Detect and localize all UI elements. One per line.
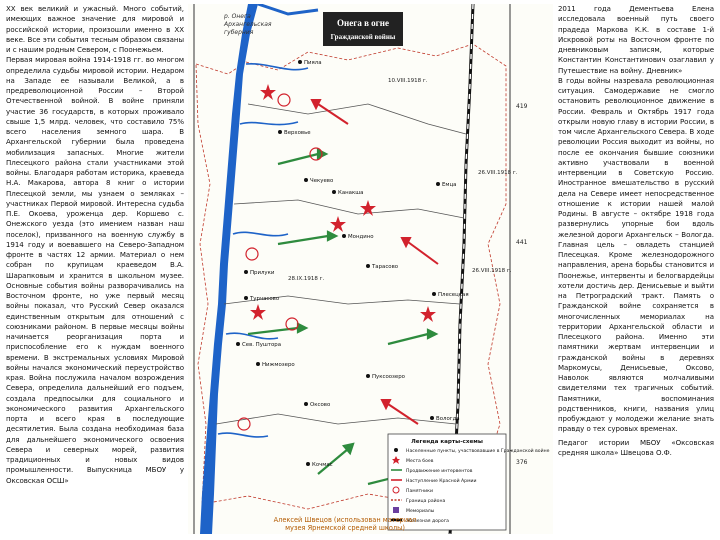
distance-label: 376 bbox=[516, 459, 528, 466]
distance-label: 441 bbox=[516, 239, 528, 246]
village-dot bbox=[244, 296, 248, 300]
distance-label: 419 bbox=[516, 103, 528, 110]
legend-item-label: Памятники bbox=[406, 489, 433, 494]
legend-item-label: Населенные пункты, участвовавшие в Гражданской войне bbox=[406, 449, 550, 454]
village-label: Оксово bbox=[310, 402, 331, 408]
legend-item-label: Мемориалы bbox=[406, 509, 435, 514]
right-text-column bbox=[558, 4, 714, 458]
village-label: Мондино bbox=[348, 234, 374, 240]
village-label: Прилуки bbox=[250, 270, 275, 276]
village-dot bbox=[244, 270, 248, 274]
revolution-paragraph: В годы войны назревала революционная ситуация. Самодержавие не смогло остановить революционное движение в России. Февраль и Октябрь 1917 года открыли новую главу в истории России, в том числе Архангельского Севера. В ходе революции Россия выходит из войны, но после ее окончания бывшие союзники активно участвовали в военной интервенции в Советскую Россию. Иностранное вмешательство в русский дела на Севере имеет непосредственное отношение к истории нашей малой Родины. В августе – октябре 1918 года развернулись упорные бои вдоль железной дороги Архангельск – Вологда. Главная цель – овладеть станцией Плесецкая. Кроме железнодорожного направления, арена борьбы становится и Поонежье, интервенты и белогвардейцы хотели достичь дер. Денисьевые и выйти на Петроградский тракт. Память о Гражданской войне сохраняется в многочисленных мемориалах на территории Архангельской области и Плесецкого района. Именно эти памятники жертвам интервенции и гражданской войны в деревнях Маркомусы, Денисьевые, Оксово, Наволок являются молчаливыми свидетелями тех трагичных событий. Памятники, воспоминания родственников, книги, названия улиц пробуждают у молодежи желание знать правду о тех суровых временах. bbox=[558, 75, 714, 434]
map-title-line-2: Гражданской войны bbox=[330, 33, 396, 41]
top-label-line-3: губерния bbox=[224, 29, 254, 36]
map-svg bbox=[188, 4, 553, 534]
date-label: 28.IX.1918 г. bbox=[288, 276, 325, 282]
village-dot bbox=[342, 234, 346, 238]
caption-line-1: Алексей Швецов (использован материал bbox=[273, 516, 417, 524]
village-label: Чекуево bbox=[310, 178, 334, 184]
village-dot bbox=[306, 462, 310, 466]
village-dot bbox=[236, 342, 240, 346]
date-label: 10.VIII.1918 г. bbox=[388, 78, 428, 84]
village-label: Емца bbox=[442, 182, 457, 188]
legend-symbol bbox=[393, 507, 399, 513]
village-dot bbox=[432, 292, 436, 296]
village-dot bbox=[366, 374, 370, 378]
intro-paragraph: XX век великий и ужасный. Много событий, имеющих важное значение для мировой и российской истории, произошли именно в XX веке. Все эти события тесным образом связаны и с нашим родным Севером, с Поонежьем. bbox=[6, 4, 184, 54]
village-label: Турчасово bbox=[250, 296, 280, 302]
village-dot bbox=[436, 182, 440, 186]
caption-line-2: музея Ярнемской средней школы) bbox=[285, 524, 405, 533]
legend-item-label: Места боев bbox=[406, 459, 434, 464]
village-dot bbox=[304, 402, 308, 406]
village-dot bbox=[298, 60, 302, 64]
village-label: Сев. Пуштора bbox=[242, 342, 282, 348]
research-paragraph: 2011 года Дементьева Елена исследовала военный путь своего прадеда Маркова К.К. в составе 1-й Искровой роты на Восточном фронте по дневниковым записям, которые Константин Константинович озаглавил у Путешествие на войну. Дневник» bbox=[558, 4, 714, 75]
village-dot bbox=[304, 178, 308, 182]
top-label-line-1: р. Онега bbox=[224, 13, 251, 20]
village-label: Нижмозеро bbox=[262, 362, 295, 368]
wwi-paragraph: Первая мировая война 1914-1918 гг. во многом определила судьбы мировой истории. Недаром на Западе ее называли Великой, а в предреволюционной России – Второй Отечественной войной. В войне приняли участие 36 государств, в которых проживало свыше 1,5 млрд. человек, что составило 75% всего населения земного шара. В Архангельской губернии была проведена мобилизация запасных. Многие жители Плесецкого района стали участниками этой войны. Благодаря работам историка, краеведа Н.А. Макарова, автора 8 книг о истории Плесецкой земли, мы узнаем о земляках – участниках Первой мировой. Интересна судьба П.Е. Окоева, уроженца дер. Коршево с. Онежского уезда (это имением назван наш поселок), призванного на военную службу в 1914 году и воевавшего на Северо-Западном фронте в частях 12 армии. Материал о нем собран по крупицам краеведом В.А. Шарапковым и хранится в школьном музее. Основные события войны разворачивались на Восточном фронте, но уже первый месяц войны показал, что Русский Север оказался единственным открытым для отношений с союзниками районом. В первые месяцы войны начинается реорганизация порта и приспособление его к нуждам военного времени. В экстремальных условиях Мировой войны начался экономический переустройство края. Война послужила началом возрождения Севера, определила дальнейший его подъем, создала предпосылки для социального и экономического развития Архангельского порта и всего края в последующие десятилетия. Была создана необходимая база для дальнейшего экономического освоения Севера и северных морей, развития традиционных и новых видов промышленности. Выпускница МБОУ у Оксовская ОСШ» bbox=[6, 55, 184, 485]
village-label: Тарасово bbox=[372, 264, 399, 270]
village-dot bbox=[366, 264, 370, 268]
civil-war-map bbox=[188, 4, 553, 534]
village-label: Вологда bbox=[436, 416, 460, 422]
legend-item-label: Граница района bbox=[406, 499, 446, 504]
teacher-signature: Педагог истории МБОУ «Оксовская средняя школа» Швецова О.Ф. bbox=[558, 437, 714, 457]
map-title-line-1: Онега в огне bbox=[337, 18, 389, 28]
village-label: Канакша bbox=[338, 190, 364, 196]
legend-item-label: Продвижение интервентов bbox=[406, 469, 473, 474]
legend-item-label: Железная дорога bbox=[406, 519, 449, 524]
village-label: Плесецкая bbox=[438, 292, 469, 298]
date-label: 26.VIII.1918 г. bbox=[478, 170, 518, 176]
village-dot bbox=[430, 416, 434, 420]
date-label: 26.VIII.1918 г. bbox=[472, 268, 512, 274]
village-dot bbox=[256, 362, 260, 366]
legend-symbol bbox=[394, 448, 398, 452]
village-label: Верховье bbox=[284, 130, 311, 136]
village-label: Пияла bbox=[304, 60, 322, 66]
village-label: Кочмас bbox=[312, 462, 333, 468]
legend-item-label: Наступление Красной Армии bbox=[406, 479, 477, 484]
left-text-column bbox=[6, 4, 184, 486]
village-label: Пуксоозеро bbox=[372, 374, 405, 380]
top-label-line-2: Архангельская bbox=[224, 21, 272, 28]
legend-title: Легенда карты-схемы bbox=[411, 439, 483, 445]
village-dot bbox=[278, 130, 282, 134]
village-dot bbox=[332, 190, 336, 194]
map-caption bbox=[255, 516, 435, 533]
